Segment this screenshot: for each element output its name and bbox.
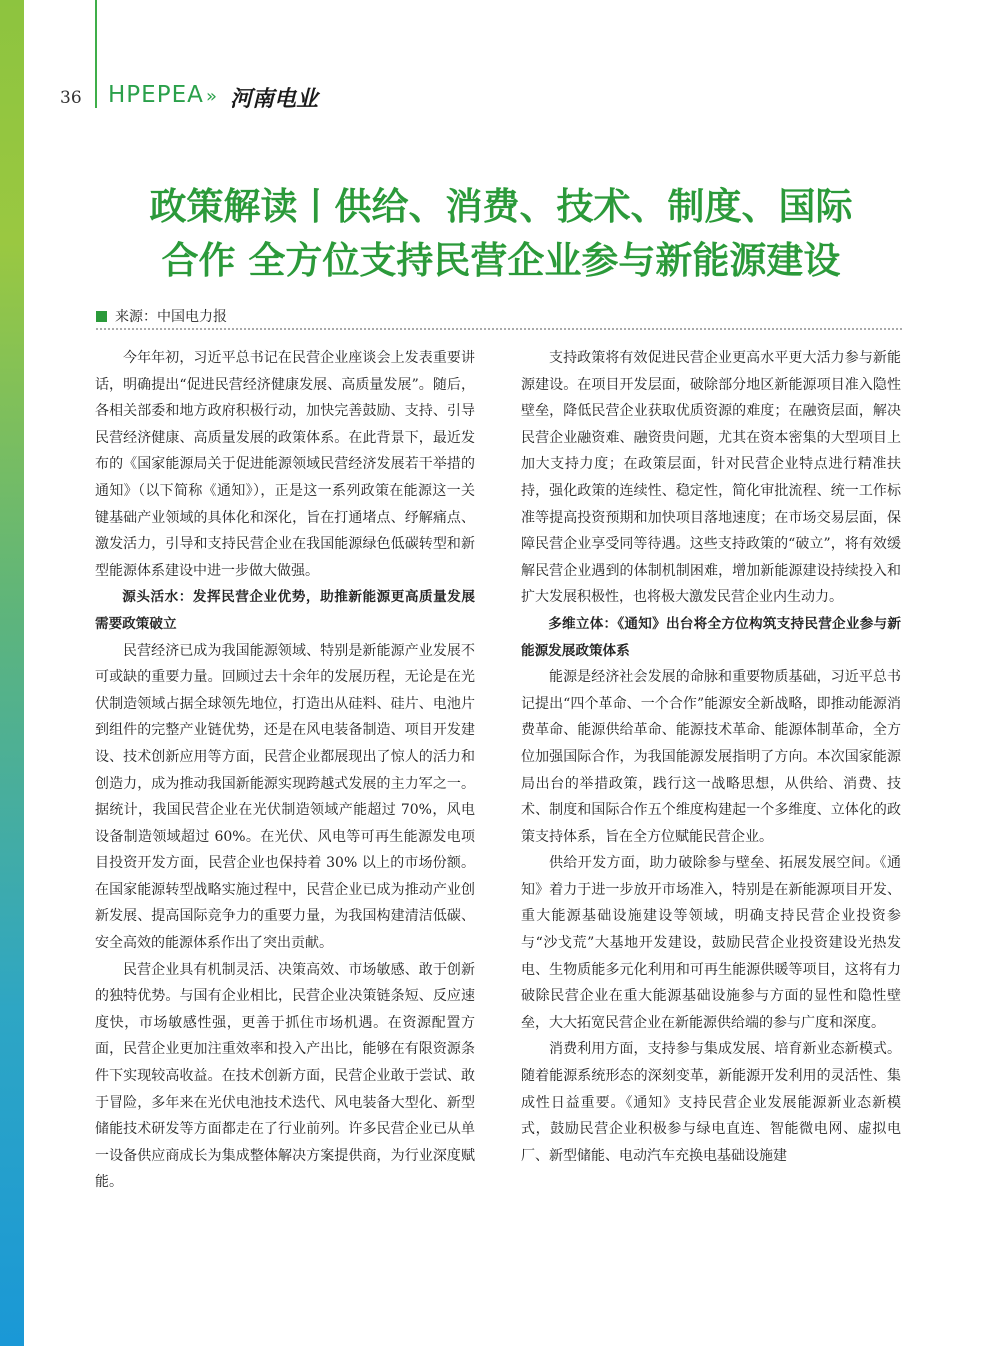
source-row bbox=[96, 306, 227, 326]
paragraph: 支持政策将有效促进民营企业更高水平更大活力参与新能源建设。在项目开发层面，破除部分地区新能源项目准入隐性壁垒，降低民营企业获取优质资源的难度；在融资层面，解决民营企业融资难、融资贵问题，尤其在资本密集的大型项目上加大支持力度；在政策层面，针对民营企业特点进行精准扶持，强化政策的连续性、稳定性，简化审批流程、统一工作标准等提高投资预期和加快项目落地速度；在市场交易层面，保障民营企业享受同等待遇。这些支持政策的“破立”，将有效缓解民营企业遇到的体制机制困难，增加新能源建设持续投入和扩大发展积极性，也将极大激发民营企业内生动力。 bbox=[521, 350, 901, 606]
article-title bbox=[96, 180, 906, 288]
dotted-divider bbox=[96, 328, 902, 330]
square-bullet-icon bbox=[96, 311, 107, 322]
section-heading: 多维立体：《通知》出台将全方位构筑支持民营企业参与新能源发展政策体系 bbox=[521, 615, 901, 659]
magazine-logo-latin: HPEPEA bbox=[108, 82, 204, 108]
paragraph: 民营企业具有机制灵活、决策高效、市场敏感、敢于创新的独特优势。与国有企业相比，民营企业决策链条短、反应速度快，市场敏感性强，更善于抓住市场机遇。在资源配置方面，民营企业更加注重效率和投入产出比，能够在有限资源条件下实现较高收益。在技术创新方面，民营企业敢于尝试、敢于冒险，多年来在光伏电池技术迭代、风电装备大型化、新型储能技术研发等方面都走在了行业前列。许多民营企业已从单一设备供应商成长为集成整体解决方案提供商，为行业深度赋能。 bbox=[95, 961, 475, 1191]
page-number: 36 bbox=[60, 88, 82, 108]
source-label: 来源：中国电力报 bbox=[115, 309, 227, 325]
magazine-logo-chinese: 河南电业 bbox=[230, 86, 319, 112]
right-column bbox=[521, 345, 901, 1169]
left-column bbox=[95, 345, 475, 1196]
paragraph: 能源是经济社会发展的命脉和重要物质基础，习近平总书记提出“四个革命、一个合作”能源安全新战略，即推动能源消费革命、能源供给革命、能源技术革命、能源体制革命，全方位加强国际合作，为我国能源发展指明了方向。本次国家能源局出台的举措政策，践行这一战略思想，从供给、消费、技术、制度和国际合作五个维度构建起一个多维度、立体化的政策支持体系，旨在全方位赋能民营企业。 bbox=[521, 669, 901, 845]
double-chevron-icon: » bbox=[206, 86, 218, 107]
paragraph: 今年年初，习近平总书记在民营企业座谈会上发表重要讲话，明确提出“促进民营经济健康发展、高质量发展”。随后，各相关部委和地方政府积极行动，加快完善鼓励、支持、引导民营经济健康、高质量发展的政策体系。在此背景下，最近发布的《国家能源局关于促进能源领域民营经济发展若干举措的通知》（以下简称《通知》），正是这一系列政策在能源这一关键基础产业领域的具体化和深化，旨在打通堵点、纾解痛点、激发活力，引导和支持民营企业在我国能源绿色低碳转型和新型能源体系建设中进一步做大做强。 bbox=[95, 350, 475, 579]
article-title-line-1: 政策解读丨供给、消费、技术、制度、国际 bbox=[149, 185, 853, 228]
paragraph: 民营经济已成为我国能源领域、特别是新能源产业发展不可或缺的重要力量。回顾过去十余年的发展历程，无论是在光伏制造领域占据全球领先地位，打造出从硅料、硅片、电池片到组件的完整产业链优势，还是在风电装备制造、项目开发建设、技术创新应用等方面，民营企业都展现出了惊人的活力和创造力，成为推动我国新能源实现跨越式发展的主力军之一。据统计，我国民营企业在光伏制造领域产能超过 70%，风电设备制造领域超过 60%。在光伏、风电等可再生能源发电项目投资开发方面，民营企业也保持着 30% 以上的市场份额。在国家能源转型战略实施过程中，民营企业已成为推动产业创新发展、提高国际竞争力的重要力量，为我国构建清洁低碳、安全高效的能源体系作出了突出贡献。 bbox=[95, 642, 475, 952]
paragraph: 供给开发方面，助力破除参与壁垒、拓展发展空间。《通知》着力于进一步放开市场准入，特别是在新能源项目开发、重大能源基础设施建设等领域，明确支持民营企业投资参与“沙戈荒”大基地开发建设，鼓励民营企业投资建设光热发电、生物质能多元化利用和可再生能源供暖等项目，这将有力破除民营企业在重大能源基础设施参与方面的显性和隐性壁垒，大大拓宽民营企业在新能源供给端的参与广度和深度。 bbox=[521, 855, 901, 1031]
header-divider-line bbox=[95, 0, 97, 108]
article-title-line-2: 合作 全方位支持民营企业参与新能源建设 bbox=[161, 239, 841, 282]
side-color-bar bbox=[0, 0, 24, 1346]
section-heading: 源头活水：发挥民营企业优势，助推新能源更高质量发展需要政策破立 bbox=[95, 589, 475, 632]
paragraph: 消费利用方面，支持参与集成发展、培育新业态新模式。随着能源系统形态的深刻变革，新能源开发利用的灵活性、集成性日益重要。《通知》支持民营企业发展能源新业态新模式，鼓励民营企业积极参与绿电直连、智能微电网、虚拟电厂、新型储能、电动汽车充换电基础设施建 bbox=[521, 1041, 901, 1164]
